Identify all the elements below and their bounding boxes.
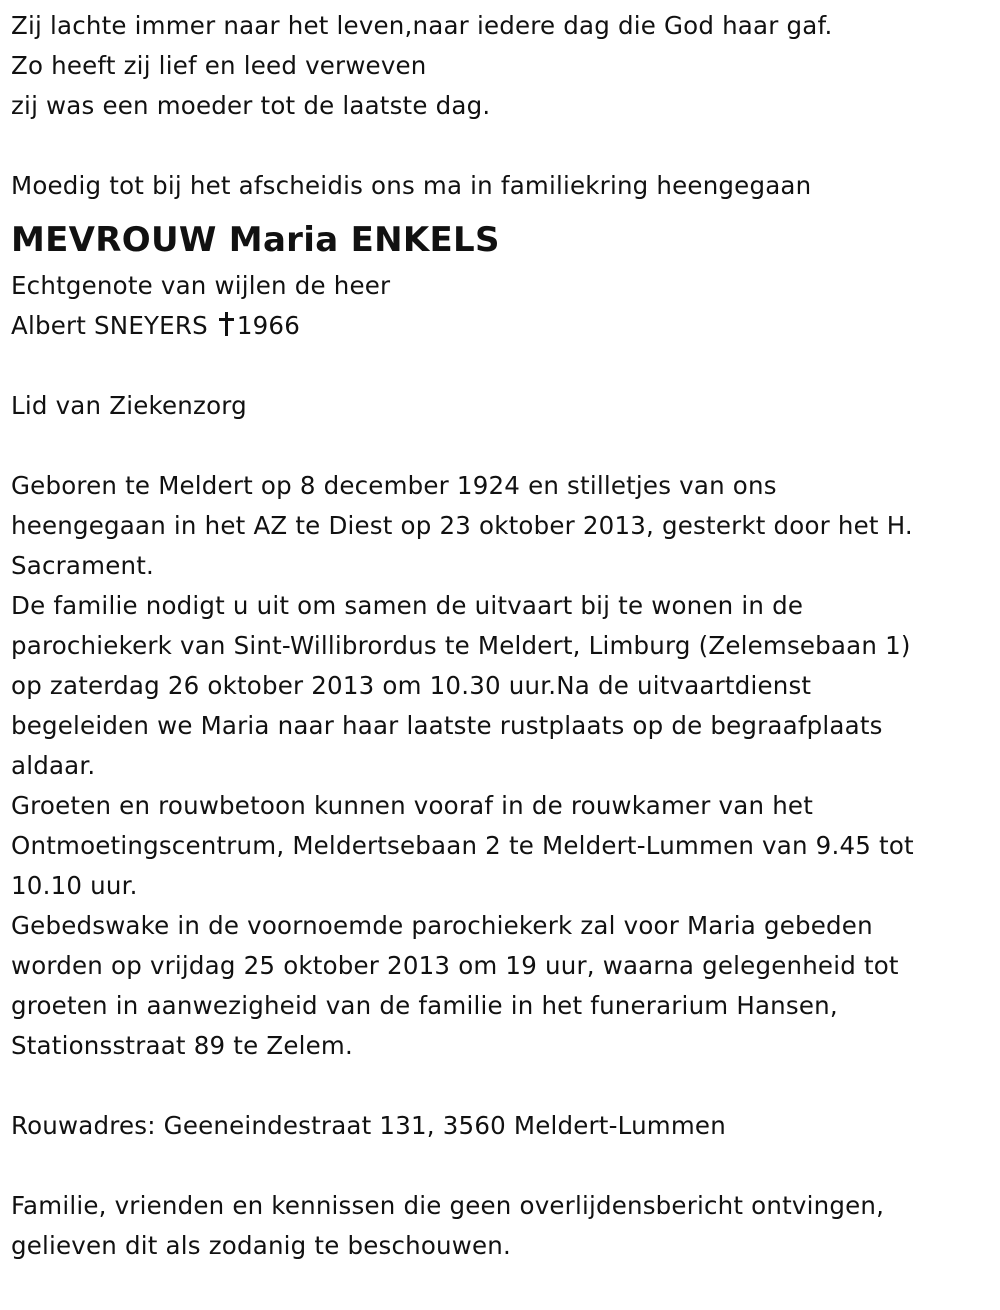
spacer (11, 426, 996, 466)
body-line: 10.10 uur. (11, 871, 138, 900)
closing-line: gelieven dit als zodanig te beschouwen. (11, 1231, 512, 1260)
body-line: groeten in aanwezigheid van de familie in het funerarium Hansen, (11, 991, 838, 1020)
membership-text: Lid van Ziekenzorg (11, 391, 247, 420)
closing-line: Familie, vrienden en kennissen die geen overlijdensbericht ontvingen, (11, 1191, 885, 1220)
poem-line: Zo heeft zij lief en leed verweven (11, 51, 427, 80)
spacer (11, 346, 996, 386)
spacer (11, 1146, 996, 1186)
deceased-name: MEVROUW Maria ENKELS (11, 220, 500, 260)
spouse-line: Echtgenote van wijlen de heer (11, 271, 391, 300)
body-line: worden op vrijdag 25 oktober 2013 om 19 uur, waarna gelegenheid tot (11, 951, 899, 980)
poem-line: zij was een moeder tot de laatste dag. (11, 91, 491, 120)
poem (11, 6, 996, 126)
cross-icon (219, 312, 233, 336)
spouse-details (11, 306, 996, 346)
body-line: Stationsstraat 89 te Zelem. (11, 1031, 353, 1060)
poem-line: Zij lachte immer naar het leven,naar iedere dag die God haar gaf. (11, 11, 833, 40)
body-line: Geboren te Meldert op 8 december 1924 en stilletjes van ons (11, 471, 777, 500)
body-line: Gebedswake in de voornoemde parochiekerk zal voor Maria gebeden (11, 911, 873, 940)
body-line: Sacrament. (11, 551, 154, 580)
body-line: heengegaan in het AZ te Diest op 23 oktober 2013, gesterkt door het H. (11, 511, 913, 540)
closing-note (11, 1186, 996, 1266)
body-line: De familie nodigt u uit om samen de uitvaart bij te wonen in de (11, 591, 804, 620)
obituary-body (11, 466, 996, 1066)
spacer (11, 126, 996, 166)
body-line: begeleiden we Maria naar haar laatste rustplaats op de begraafplaats (11, 711, 883, 740)
intro-text: Moedig tot bij het afscheidis ons ma in familiekring heengegaan (11, 171, 812, 200)
body-line: Ontmoetingscentrum, Meldertsebaan 2 te Meldert-Lummen van 9.45 tot (11, 831, 914, 860)
body-line: Groeten en rouwbetoon kunnen vooraf in de rouwkamer van het (11, 791, 813, 820)
body-line: parochiekerk van Sint-Willibrordus te Meldert, Limburg (Zelemsebaan 1) (11, 631, 911, 660)
mourning-address: Rouwadres: Geeneindestraat 131, 3560 Meldert-Lummen (11, 1111, 726, 1140)
spacer (11, 1066, 996, 1106)
obituary-notice (11, 6, 996, 1266)
spouse-name: Albert SNEYERS (11, 311, 208, 340)
body-line: op zaterdag 26 oktober 2013 om 10.30 uur.Na de uitvaartdienst (11, 671, 812, 700)
spouse-death-year: 1966 (236, 311, 300, 340)
body-line: aldaar. (11, 751, 96, 780)
